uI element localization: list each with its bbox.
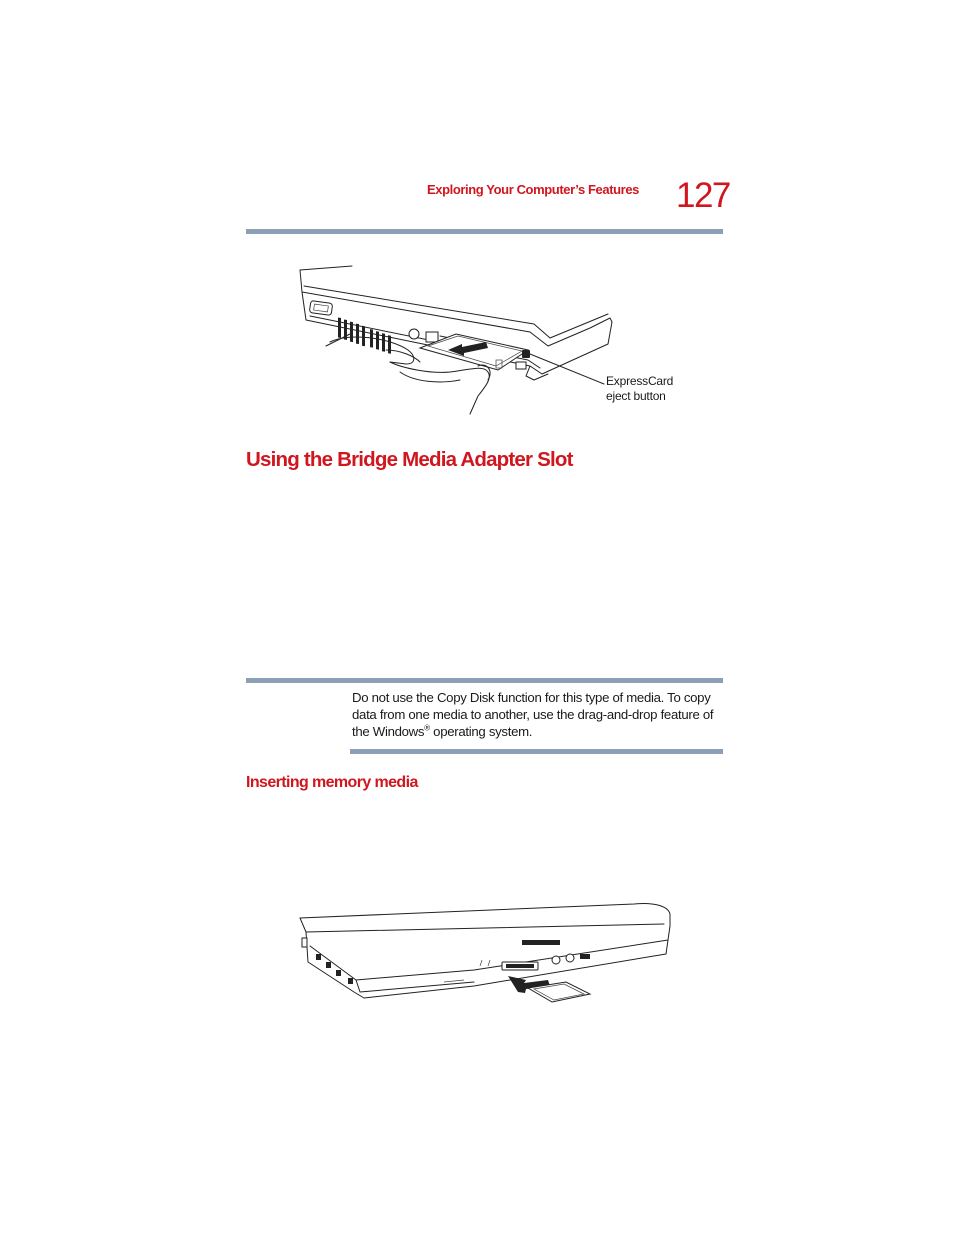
note-text-main: Do not use the Copy Disk function for this type of media. To copy data from one media to another, use the drag-and-drop feature of the Windows bbox=[352, 690, 714, 739]
callout-line-1: ExpressCard bbox=[606, 374, 674, 388]
expresscard-eject-callout bbox=[606, 374, 673, 404]
callout-line-2: eject button bbox=[606, 389, 666, 403]
note-top-rule bbox=[246, 678, 723, 683]
page-number: 127 bbox=[676, 176, 730, 215]
section-title: Using the Bridge Media Adapter Slot bbox=[246, 448, 573, 471]
memory-media-insertion-illustration bbox=[294, 896, 678, 1008]
subsection-title: Inserting memory media bbox=[246, 774, 418, 791]
expresscard-removal-illustration bbox=[290, 262, 620, 422]
note-text-end: operating system. bbox=[429, 724, 533, 739]
note-bottom-rule bbox=[350, 749, 723, 754]
running-head: Exploring Your Computer’s Features bbox=[426, 182, 639, 197]
registered-mark: ® bbox=[424, 723, 430, 733]
header-rule bbox=[246, 229, 723, 234]
note-text bbox=[352, 689, 724, 740]
